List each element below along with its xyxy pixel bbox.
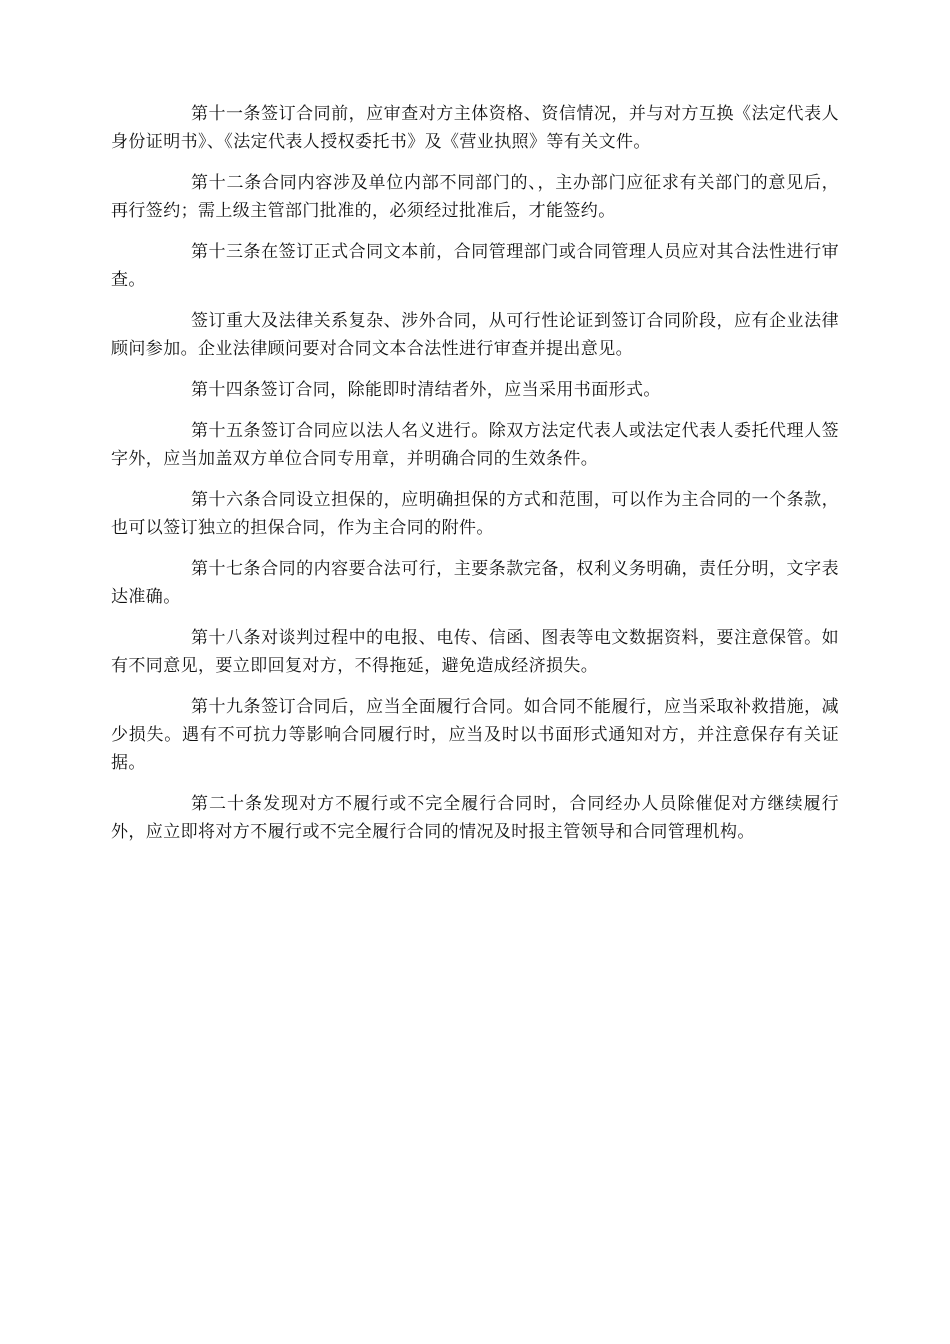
article-19-paragraph: 第十九条签订合同后，应当全面履行合同。如合同不能履行，应当采取补救措施，减少损失。遇有不可抗力等影响合同履行时，应当及时以书面形式通知对方，并注意保存有关证据。 [111, 697, 839, 773]
article-17-paragraph: 第十七条合同的内容要合法可行，主要条款完备，权利义务明确，责任分明，文字表达准确。 [111, 559, 839, 607]
article-16-paragraph: 第十六条合同设立担保的，应明确担保的方式和范围，可以作为主合同的一个条款，也可以签订独立的担保合同，作为主合同的附件。 [111, 490, 839, 538]
document-body [111, 100, 839, 859]
article-12-paragraph: 第十二条合同内容涉及单位内部不同部门的、，主办部门应征求有关部门的意见后，再行签约；需上级主管部门批准的，必须经过批准后，才能签约。 [111, 173, 839, 221]
legal-counsel-paragraph: 签订重大及法律关系复杂、涉外合同，从可行性论证到签订合同阶段，应有企业法律顾问参加。企业法律顾问要对合同文本合法性进行审查并提出意见。 [111, 311, 839, 359]
article-15-paragraph: 第十五条签订合同应以法人名义进行。除双方法定代表人或法定代表人委托代理人签字外，应当加盖双方单位合同专用章，并明确合同的生效条件。 [111, 421, 839, 469]
article-11-paragraph: 第十一条签订合同前，应审查对方主体资格、资信情况，并与对方互换《法定代表人身份证明书》、《法定代表人授权委托书》及《营业执照》等有关文件。 [111, 104, 839, 152]
article-18-paragraph: 第十八条对谈判过程中的电报、电传、信函、图表等电文数据资料，要注意保管。如有不同意见，要立即回复对方，不得拖延，避免造成经济损失。 [111, 628, 839, 676]
article-14-paragraph: 第十四条签订合同，除能即时清结者外，应当采用书面形式。 [191, 380, 661, 400]
article-13-paragraph: 第十三条在签订正式合同文本前，合同管理部门或合同管理人员应对其合法性进行审查。 [111, 242, 839, 290]
article-20-paragraph: 第二十条发现对方不履行或不完全履行合同时，合同经办人员除催促对方继续履行外，应立即将对方不履行或不完全履行合同的情况及时报主管领导和合同管理机构。 [111, 794, 839, 842]
